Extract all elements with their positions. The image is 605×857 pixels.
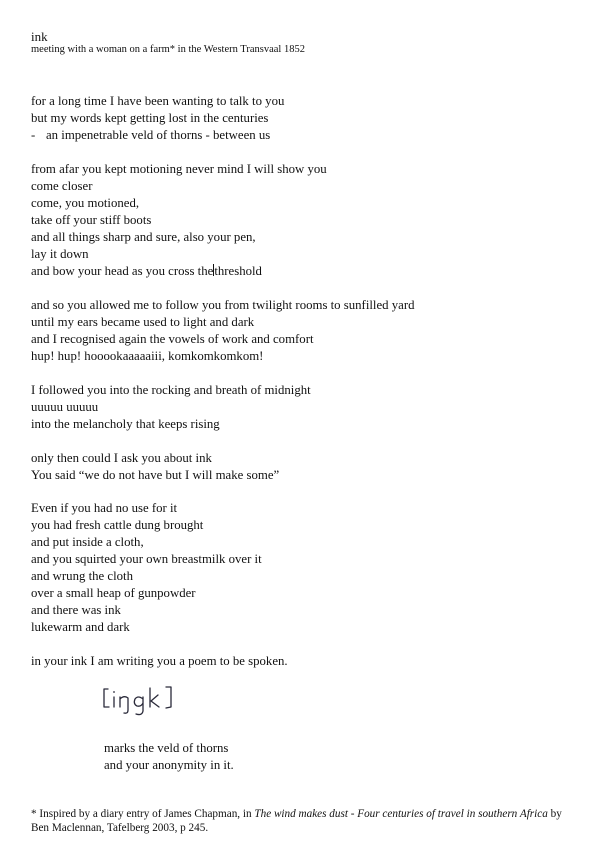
poem-line: into the melancholy that keeps rising: [31, 417, 220, 431]
bullet-dash: -: [31, 128, 36, 142]
handwritten-phonetic-image: [100, 683, 190, 717]
footnote-book-title: The wind makes dust - Four centuries of travel in southern Africa: [254, 808, 548, 820]
poem-line: only then could I ask you about ink: [31, 451, 212, 465]
poem-line: in your ink I am writing you a poem to be spoken.: [31, 654, 288, 668]
poem-line-dashed: [31, 127, 270, 143]
poem-line: until my ears became used to light and dark: [31, 315, 255, 329]
poem-subtitle: meeting with a woman on a farm* in the Western Transvaal 1852: [31, 44, 305, 55]
poem-line: but my words kept getting lost in the centuries: [31, 111, 269, 125]
poem-line-text: threshold: [214, 264, 262, 278]
poem-line: and you squirted your own breastmilk over it: [31, 552, 262, 566]
poem-line: marks the veld of thorns: [104, 741, 229, 755]
poem-line: come, you motioned,: [31, 196, 140, 210]
poem-line: lay it down: [31, 247, 89, 261]
poem-line: and there was ink: [31, 603, 121, 617]
footnote: [31, 808, 581, 835]
poem-line-text: and bow your head as you cross the: [31, 264, 214, 278]
footnote-suffix: by Ben Maclennan, Tafelberg 2003, p 245.: [31, 808, 562, 834]
poem-line: and put inside a cloth,: [31, 535, 144, 549]
poem-line: and wrung the cloth: [31, 569, 133, 583]
poem-line-text: an impenetrable veld of thorns - between us: [46, 128, 271, 142]
poem-line: and your anonymity in it.: [104, 758, 234, 772]
footnote-prefix: * Inspired by a diary entry of James Chapman, in: [31, 808, 255, 820]
poem-line-with-cursor[interactable]: [31, 263, 262, 279]
poem-line: you had fresh cattle dung brought: [31, 518, 204, 532]
poem-line: Even if you had no use for it: [31, 501, 178, 515]
poem-line: lukewarm and dark: [31, 620, 130, 634]
poem-line: and all things sharp and sure, also your pen,: [31, 230, 256, 244]
poem-line: I followed you into the rocking and breath of midnight: [31, 383, 311, 397]
poem-line: hup! hup! hooookaaaaaiii, komkomkomkom!: [31, 349, 264, 363]
poem-line: from afar you kept motioning never mind I will show you: [31, 162, 327, 176]
poem-line: come closer: [31, 179, 93, 193]
poem-line: for a long time I have been wanting to talk to you: [31, 94, 285, 108]
poem-line: and so you allowed me to follow you from twilight rooms to sunfilled yard: [31, 298, 415, 312]
poem-line: over a small heap of gunpowder: [31, 586, 196, 600]
poem-title: ink: [31, 29, 48, 44]
poem-line: and I recognised again the vowels of work and comfort: [31, 332, 314, 346]
poem-line: You said “we do not have but I will make some”: [31, 468, 280, 482]
poem-line: uuuuu uuuuu: [31, 400, 99, 414]
poem-line: take off your stiff boots: [31, 213, 152, 227]
